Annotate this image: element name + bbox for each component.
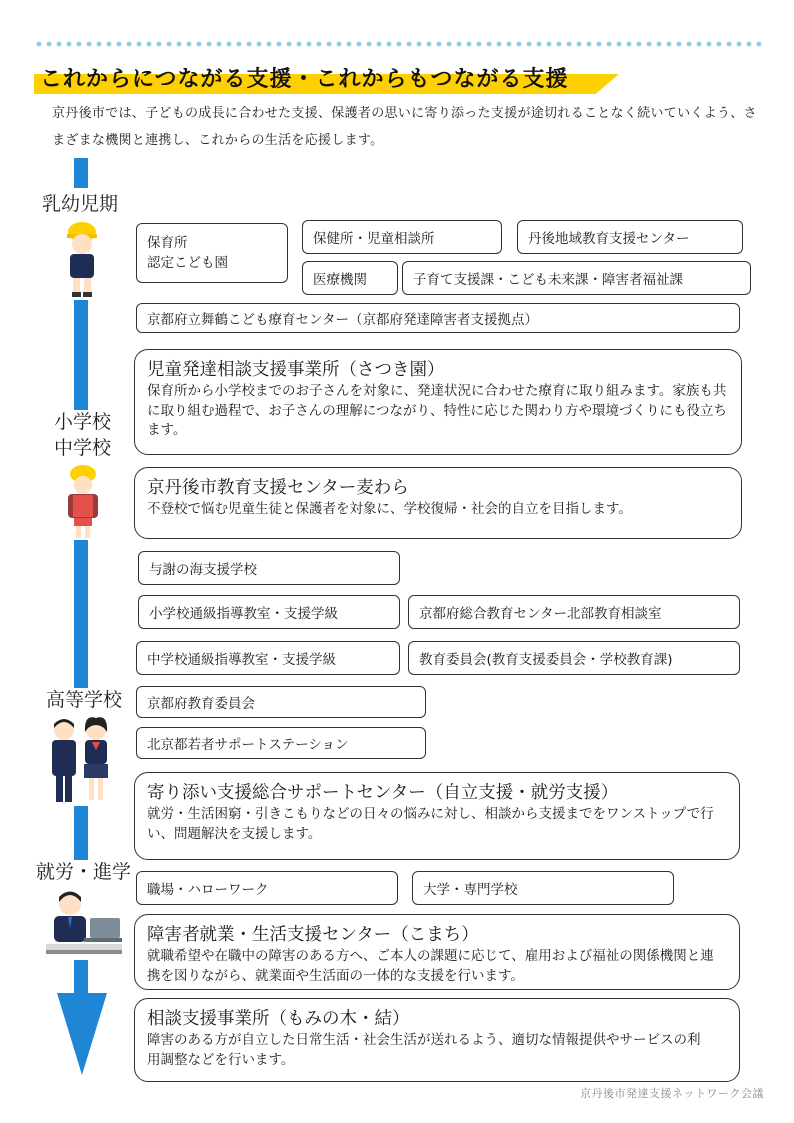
box-satsuki [134, 349, 742, 455]
box-hoikusho-line1: 保育所 [147, 235, 188, 251]
stage-label-work: 就労・進学 [36, 861, 132, 883]
box-mugiwara-heading: 京丹後市教育支援センター麦わら [147, 478, 409, 498]
page-title: これからにつながる支援・これからもつながる支援 [40, 67, 569, 92]
box-yosano: 与謝の海支援学校 [138, 551, 400, 585]
intro-text: 京丹後市では、子どもの成長に合わせた支援、保護者の思いに寄り添った支援が途切れることなく続いていくよう、さまざまな機関と連携し、これからの生活を応援します。 [52, 106, 757, 148]
box-komachi [134, 914, 740, 990]
schoolgirl-icon [64, 464, 102, 544]
page-title-block [34, 60, 619, 96]
footer-organization: 京丹後市発達支援ネットワーク会議 [580, 1087, 764, 1100]
stage-label-high-school: 高等学校 [46, 689, 123, 711]
box-mugiwara [134, 467, 742, 539]
box-maizuru: 京都府立舞鶴こども療育センター（京都府発達障害者支援拠点） [136, 303, 740, 333]
worker-at-laptop-icon [44, 888, 124, 960]
timeline-arrow-segment [74, 158, 88, 188]
box-mominoki [134, 998, 740, 1082]
box-wakamono: 北京都若者サポートステーション [136, 727, 426, 759]
timeline-arrow-segment [74, 540, 88, 688]
box-fu-kyoiku: 京都府教育委員会 [136, 686, 426, 718]
stage-label-infant: 乳幼児期 [42, 193, 119, 215]
box-sogo-kyoiku: 京都府総合教育センター北部教育相談室 [408, 595, 740, 629]
box-hoikusho [136, 223, 288, 283]
box-tango-center: 丹後地域教育支援センター [517, 220, 743, 254]
box-mugiwara-desc: 不登校で悩む児童生徒と保護者を対象に、学校復帰・社会的自立を目指します。 [147, 501, 632, 517]
dotted-divider [34, 40, 762, 48]
box-hokenjo: 保健所・児童相談所 [302, 220, 502, 254]
box-yorisoi-heading: 寄り添い支援総合サポートセンター（自立支援・就労支援） [147, 783, 619, 803]
box-komachi-desc: 就職希望や在職中の障害のある方へ、ご本人の課題に応じて、雇用および福祉の関係機関と連携を図りながら、就業面や生活面の一体的な支援を行います。 [147, 948, 714, 984]
box-mominoki-heading: 相談支援事業所（もみの木・結） [147, 1009, 410, 1029]
box-mominoki-desc: 障害のある方が自立した日常生活・社会生活が送れるよう、適切な情報提供やサービスの利用調整などを行います。 [147, 1032, 701, 1068]
box-satsuki-desc: 保育所から小学校までのお子さんを対象に、発達状況に合わせた療育に取り組みます。家族も共に取り組む過程で、お子さんの理解につながり、特性に応じた関わり方や環境づくりにも役立ちます。 [147, 383, 727, 438]
box-kyoiku-iinkai: 教育委員会(教育支援委員会・学校教育課) [408, 641, 740, 675]
box-sho-tsukyu: 小学校通級指導教室・支援学級 [138, 595, 400, 629]
stage-label-junior-high: 中学校 [54, 437, 112, 459]
box-shokuba: 職場・ハローワーク [136, 871, 398, 905]
stage-label-elementary: 小学校 [54, 411, 112, 433]
box-iryo: 医療機関 [302, 261, 398, 295]
box-yorisoi-desc: 就労・生活困窮・引きこもりなどの日々の悩みに対し、相談から支援までをワンストップで行い、問題解決を支援します。 [147, 806, 714, 842]
timeline-arrow-segment [74, 806, 88, 862]
timeline-arrow-head [57, 993, 107, 1075]
box-chu-tsukyu: 中学校通級指導教室・支援学級 [136, 641, 400, 675]
box-daigaku: 大学・専門学校 [412, 871, 674, 905]
box-yorisoi [134, 772, 740, 860]
box-satsuki-heading: 児童発達相談支援事業所（さつき園） [147, 360, 445, 380]
box-kosodate: 子育て支援課・こども未来課・障害者福祉課 [402, 261, 751, 295]
child-with-hat-icon [62, 220, 102, 300]
box-komachi-heading: 障害者就業・生活支援センター（こまち） [147, 925, 479, 945]
timeline-arrow-segment [74, 300, 88, 412]
box-hoikusho-line2: 認定こども園 [147, 255, 228, 271]
students-icon [48, 716, 114, 808]
